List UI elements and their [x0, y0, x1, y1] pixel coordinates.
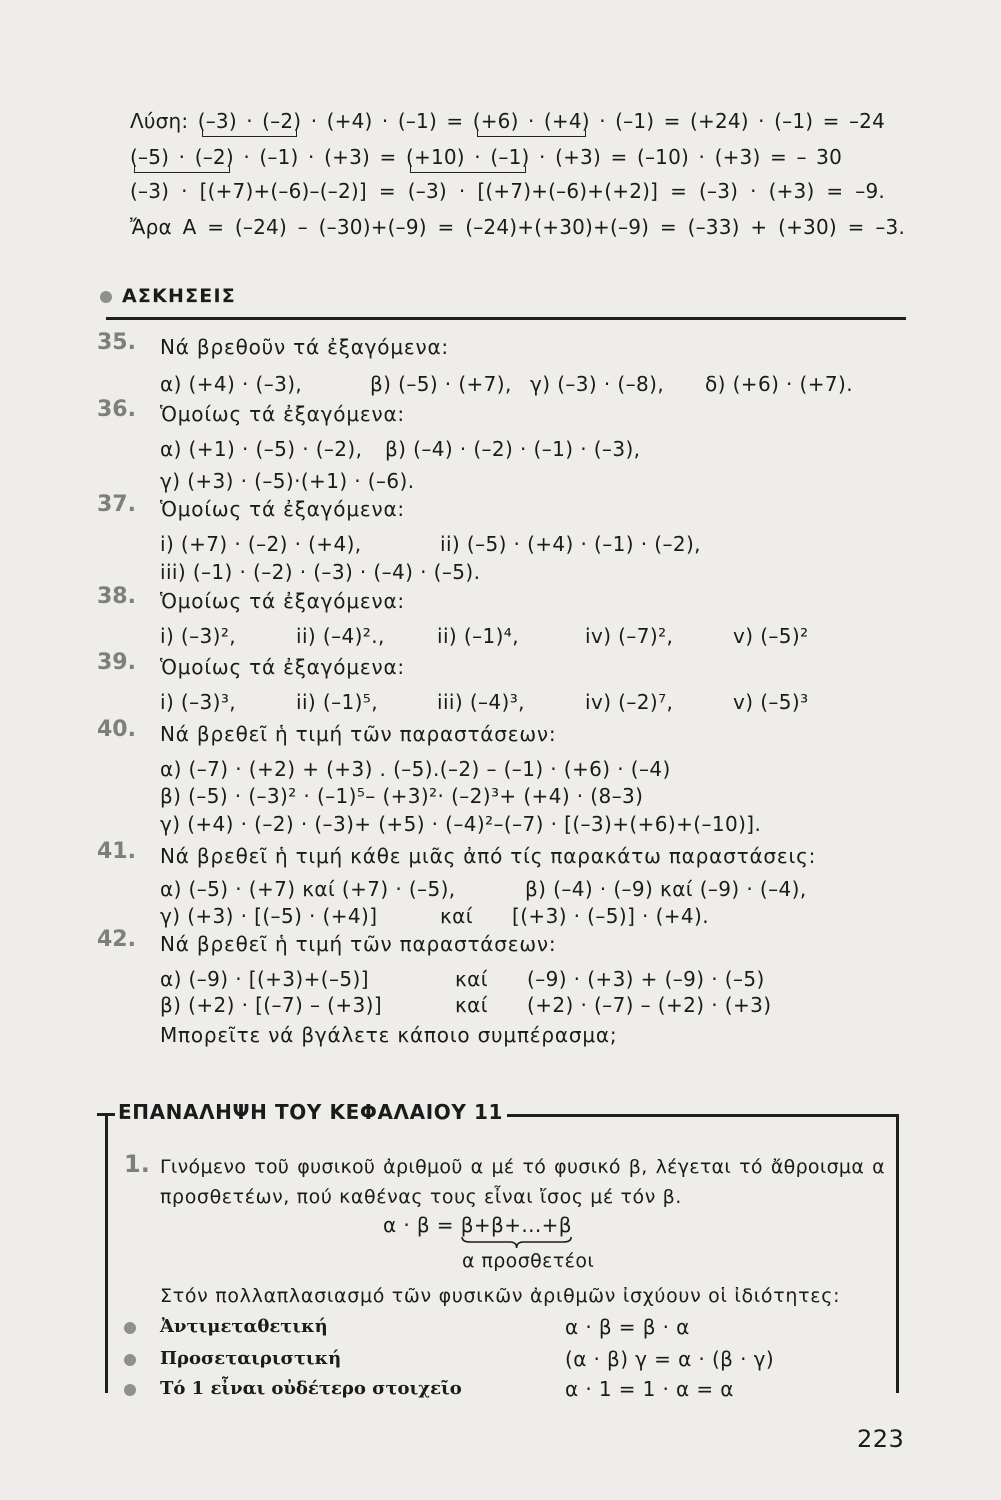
review-heading: ΕΠΑΝΑΛΗΨΗ ΤΟΥ ΚΕΦΑΛΑΙΟΥ 11: [118, 1100, 504, 1124]
product-definition-formula: [383, 1213, 572, 1237]
review-item-number: 1.: [124, 1150, 150, 1178]
exercise-prompt: Νά βρεθεῖ ἡ τιμή τῶν παραστάσεων:: [160, 722, 557, 746]
exercise-part: α) (+1) · (–5) · (–2),: [160, 437, 363, 461]
expression-part: · (–1) = (+24) · (–1) = –24: [589, 109, 886, 133]
exercise-number: 42.: [97, 927, 136, 952]
solution-line-3: (–3) · [(+7)+(–6)–(–2)] = (–3) · [(+7)+(–6)+(+2)] = (–3) · (+3) = –9.: [130, 179, 885, 203]
exercise-prompt: Νά βρεθεῖ ἡ τιμή κάθε μιᾶς ἀπό τίς παρακάτω παραστάσεις:: [160, 844, 817, 868]
grouped-product: (–5) · (–2): [130, 145, 234, 169]
exercise-number: 40.: [97, 717, 136, 742]
exercise-part: β) (–4) · (–2) · (–1) · (–3),: [385, 437, 641, 461]
exercise-part: ii) (–5) · (+4) · (–1) · (–2),: [440, 532, 701, 556]
exercise-part: α) (–9) · [(+3)+(–5)]: [160, 967, 369, 991]
expression-part: · (–1) · (+3) =: [233, 145, 406, 169]
grouped-product: (+6) · (+4): [472, 109, 590, 133]
exercise-part: ii) (–4)².,: [296, 624, 385, 648]
exercise-part: γ) (+3) · (–5)·(+1) · (–6).: [160, 469, 415, 493]
solution-line-2: [130, 145, 842, 169]
property-formula: α · 1 = 1 · α = α: [565, 1377, 734, 1401]
exercise-part: α) (–7) · (+2) + (+3) . (–5).(–2) – (–1) · (+6) · (–4): [160, 757, 671, 781]
exercise-part: (–9) · (+3) + (–9) · (–5): [527, 967, 765, 991]
exercise-part: [(+3) · (–5)] · (+4).: [512, 904, 710, 928]
exercise-part: iii) (–4)³,: [437, 690, 525, 714]
exercise-part: δ) (+6) · (+7).: [705, 372, 854, 396]
exercise-conjunction: καί: [455, 993, 488, 1017]
heading-rule: [106, 317, 906, 320]
exercise-number: 35.: [97, 330, 136, 355]
underbrace-icon: [461, 1237, 572, 1249]
review-box-left-rule: [105, 1113, 108, 1393]
expression-part: · (+3) = (–10) · (+3) = – 30: [529, 145, 842, 169]
review-box-top-rule: [507, 1114, 899, 1117]
exercise-prompt: Ὁμοίως τά ἐξαγόμενα:: [160, 589, 405, 613]
exercise-prompt: Ὁμοίως τά ἐξαγόμενα:: [160, 402, 405, 426]
property-formula: α · β = β · α: [565, 1315, 690, 1339]
property-name: Ἀντιμεταθετική: [160, 1316, 328, 1337]
exercise-number: 41.: [97, 839, 136, 864]
solution-line-1: [130, 109, 885, 133]
solution-line-4: Ἄρα A = (–24) – (–30)+(–9) = (–24)+(+30)+(–9) = (–33) + (+30) = –3.: [130, 215, 905, 239]
exercise-number: 36.: [97, 397, 136, 422]
exercise-part: (+2) · (–7) – (+2) · (+3): [527, 993, 772, 1017]
property-name: Τό 1 εἶναι οὐδέτερο στοιχεῖο: [160, 1378, 462, 1399]
review-paragraph-line: προσθετέων, πού καθένας τους εἶναι ἴσος μέ τόν β.: [160, 1186, 682, 1208]
review-paragraph-line: Γινόμενο τοῦ φυσικοῦ ἀριθμοῦ α μέ τό φυσικό β, λέγεται τό ἄθροισμα α: [160, 1156, 885, 1178]
exercise-prompt: Ὁμοίως τά ἐξαγόμενα:: [160, 497, 405, 521]
exercise-part: β) (+2) · [(–7) – (+3)]: [160, 993, 383, 1017]
exercise-conjunction: καί: [440, 904, 473, 928]
exercise-number: 38.: [97, 584, 136, 609]
bullet-icon: [124, 1384, 136, 1396]
grouped-product: (+10) · (–1): [405, 145, 530, 169]
exercise-prompt: Νά βρεθοῦν τά ἐξαγόμενα:: [160, 335, 449, 359]
exercise-prompt: Ὁμοίως τά ἐξαγόμενα:: [160, 655, 405, 679]
exercise-part: γ) (+4) · (–2) · (–3)+ (+5) · (–4)²–(–7) · [(–3)+(+6)+(–10)].: [160, 812, 762, 836]
exercise-part: i) (–3)³,: [160, 690, 237, 714]
exercises-heading: ΑΣΚΗΣΕΙΣ: [122, 285, 236, 307]
exercise-part: α) (–5) · (+7) καί (+7) · (–5),: [160, 877, 456, 901]
exercise-part: β) (–4) · (–9) καί (–9) · (–4),: [525, 877, 807, 901]
property-formula: (α · β) γ = α · (β · γ): [565, 1347, 775, 1371]
exercise-conjunction: καί: [455, 967, 488, 991]
expression-part: · (+4) · (–1) =: [301, 109, 473, 133]
bullet-icon: [124, 1322, 136, 1334]
exercise-part: i) (–3)²,: [160, 624, 237, 648]
exercise-part: v) (–5)³: [733, 690, 809, 714]
exercise-prompt: Νά βρεθεῖ ἡ τιμή τῶν παραστάσεων:: [160, 932, 557, 956]
exercise-number: 39.: [97, 650, 136, 675]
exercise-part: iii) (–1) · (–2) · (–3) · (–4) · (–5).: [160, 560, 481, 584]
exercise-part: i) (+7) · (–2) · (+4),: [160, 532, 362, 556]
exercise-note: Μπορεῖτε νά βγάλετε κάποιο συμπέρασμα;: [160, 1023, 618, 1047]
exercise-part: β) (–5) · (+7),: [370, 372, 512, 396]
page-number: 223: [857, 1425, 905, 1453]
exercise-part: β) (–5) · (–3)² · (–1)⁵– (+3)²· (–2)³+ (+4) · (8–3): [160, 784, 644, 808]
properties-intro: Στόν πολλαπλασιασμό τῶν φυσικῶν ἀριθμῶν ἰσχύουν οἱ ἰδιότητες:: [160, 1285, 841, 1307]
formula-left: α · β =: [383, 1213, 461, 1237]
exercise-number: 37.: [97, 492, 136, 517]
property-name: Προσεταιριστική: [160, 1348, 342, 1369]
exercise-part: α) (+4) · (–3),: [160, 372, 303, 396]
exercise-part: γ) (–3) · (–8),: [530, 372, 665, 396]
exercise-part: γ) (+3) · [(–5) · (+4)]: [160, 904, 378, 928]
formula-braced: β+β+...+β: [460, 1213, 572, 1237]
exercise-part: iv) (–2)⁷,: [585, 690, 674, 714]
exercise-part: iv) (–7)²,: [585, 624, 674, 648]
exercise-part: v) (–5)²: [733, 624, 809, 648]
bullet-icon: [100, 291, 112, 303]
underbrace-label: α προσθετέοι: [462, 1250, 595, 1272]
solution-label: Λύση:: [130, 109, 189, 133]
braced-sum: [461, 1213, 572, 1237]
grouped-product: (–3) · (–2): [197, 109, 302, 133]
exercise-part: ii) (–1)⁴,: [437, 624, 519, 648]
exercise-part: ii) (–1)⁵,: [296, 690, 378, 714]
bullet-icon: [124, 1354, 136, 1366]
review-box-right-rule: [896, 1114, 899, 1393]
